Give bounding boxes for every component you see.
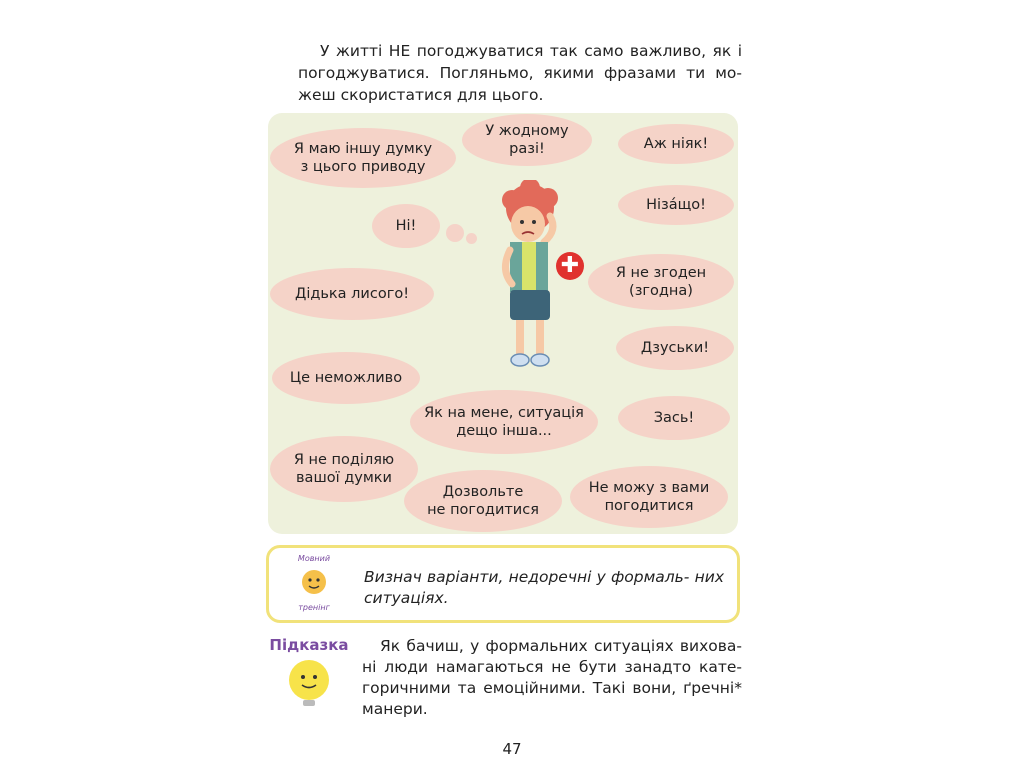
hint-text: Як бачиш, у формальних ситуаціях вихова- ні люди намагаються не бути занадто кате- горичними та емоційними. Такі вони, ґречні* манери.: [362, 637, 742, 718]
phrase-bubble: Зась!: [618, 396, 730, 440]
disagree-cross-icon: ✚: [556, 252, 584, 280]
intro-line: жеш скористатися для цього.: [298, 86, 544, 104]
intro-line: У житті НЕ погоджуватися так само важливо, як: [320, 42, 732, 60]
hint-badge: [266, 630, 352, 712]
boy-illustration: [482, 180, 582, 380]
phrase-bubble: Я не згоден (згодна): [588, 254, 734, 310]
task-text: Визнач варіанти, недоречні у формаль- них ситуаціях.: [364, 568, 724, 607]
page-number: 47: [502, 740, 522, 758]
phrase-bubble: Не можу з вами погодитися: [570, 466, 728, 528]
phrase-bubble: У жодному разі!: [462, 114, 592, 166]
phrase-bubble: Як на мене, ситуація дещо інша...: [410, 390, 598, 454]
thought-dot: [466, 233, 477, 244]
intro-paragraph: [298, 40, 742, 106]
phrase-bubble: Дозвольте не погодитися: [404, 470, 562, 532]
phrase-bubble: Дзуськи!: [616, 326, 734, 370]
hint-badge-label: Підказка: [269, 636, 349, 654]
phrase-bubble: Нізáщо!: [618, 185, 734, 225]
intro-line: і погоджуватися. Погляньмо, якими фразами ти мо-: [298, 42, 742, 82]
phrase-bubble: Я не поділяю вашої думки: [270, 436, 418, 502]
phrase-bubble: Ні!: [372, 204, 440, 248]
language-training-badge: [282, 550, 346, 614]
phrase-bubble: Дідька лисого!: [270, 268, 434, 320]
phrase-bubble: Аж ніяк!: [618, 124, 734, 164]
thought-dot: [446, 224, 464, 242]
badge-label: тренінг: [298, 603, 330, 612]
phrase-bubble: Я маю іншу думку з цього приводу: [270, 128, 456, 188]
phrase-bubble: Це неможливо: [272, 352, 420, 404]
badge-label: Мовний: [297, 554, 331, 563]
